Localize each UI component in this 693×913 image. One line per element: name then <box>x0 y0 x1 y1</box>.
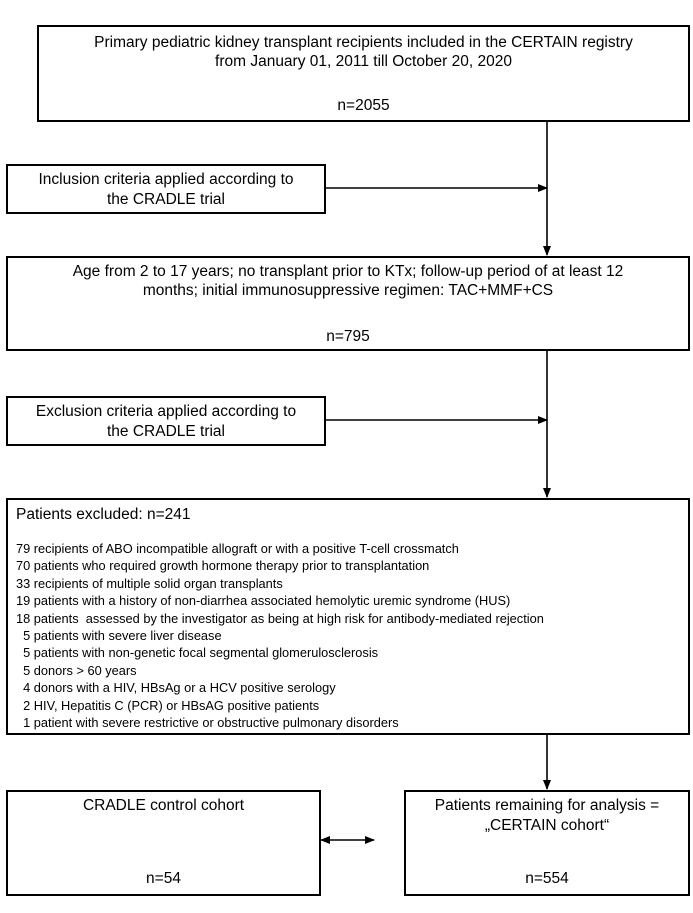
exclusion-line2: the CRADLE trial <box>106 423 225 440</box>
cradle-cohort-box <box>6 790 321 896</box>
eligible-line2: months; initial immunosuppressive regimen: TAC+MMF+CS <box>142 282 554 299</box>
certain-count: n=554 <box>525 870 569 887</box>
excluded-reason-item: 18 patients assessed by the investigator as being at high risk for antibody-mediated rejection <box>16 610 544 626</box>
certain-line1: Patients remaining for analysis = <box>434 797 660 814</box>
excluded-reason-item: 79 recipients of ABO incompatible allograft or with a positive T-cell crossmatch <box>16 541 459 556</box>
cradle-count: n=54 <box>146 870 181 887</box>
excluded-reason-item: 5 patients with non-genetic focal segmental glomerulosclerosis <box>16 645 379 661</box>
excluded-reason-item: 1 patient with severe restrictive or obstructive pulmonary disorders <box>16 715 399 731</box>
inclusion-line1: Inclusion criteria applied according to <box>38 171 294 188</box>
excluded-reason-item: 5 patients with severe liver disease <box>16 628 222 644</box>
registry-line1: Primary pediatric kidney transplant recipients included in the CERTAIN registry <box>94 34 633 51</box>
excluded-reason-item: 19 patients with a history of non-diarrhea associated hemolytic uremic syndrome (HUS) <box>16 593 511 609</box>
excluded-reasons-list <box>16 540 544 731</box>
excluded-reason-item: 5 donors > 60 years <box>16 662 137 678</box>
eligible-box <box>6 256 690 351</box>
exclusion-line1: Exclusion criteria applied according to <box>35 403 297 420</box>
eligible-line1: Age from 2 to 17 years; no transplant prior to KTx; follow-up period of at least 12 <box>72 263 624 280</box>
excluded-reason-item: 2 HIV, Hepatitis C (PCR) or HBsAG positive patients <box>16 697 320 713</box>
registry-box <box>37 25 690 122</box>
registry-line2: from January 01, 2011 till October 20, 2020 <box>215 53 512 70</box>
registry-count: n=2055 <box>337 97 390 114</box>
certain-cohort-box <box>404 790 690 896</box>
excluded-box <box>6 498 690 735</box>
eligible-count: n=795 <box>326 328 370 345</box>
certain-line2: „CERTAIN cohort“ <box>484 817 610 834</box>
excluded-reason-item: 33 recipients of multiple solid organ transplants <box>16 575 283 591</box>
inclusion-line2: the CRADLE trial <box>106 191 225 208</box>
cradle-title: CRADLE control cohort <box>82 797 245 814</box>
excluded-reason-item: 4 donors with a HIV, HBsAg or a HCV positive serology <box>16 680 336 696</box>
excluded-title: Patients excluded: n=241 <box>16 506 191 523</box>
inclusion-criteria-box <box>6 164 326 214</box>
exclusion-criteria-box <box>6 396 326 446</box>
excluded-reason-item: 70 patients who required growth hormone therapy prior to transplantation <box>16 558 430 574</box>
